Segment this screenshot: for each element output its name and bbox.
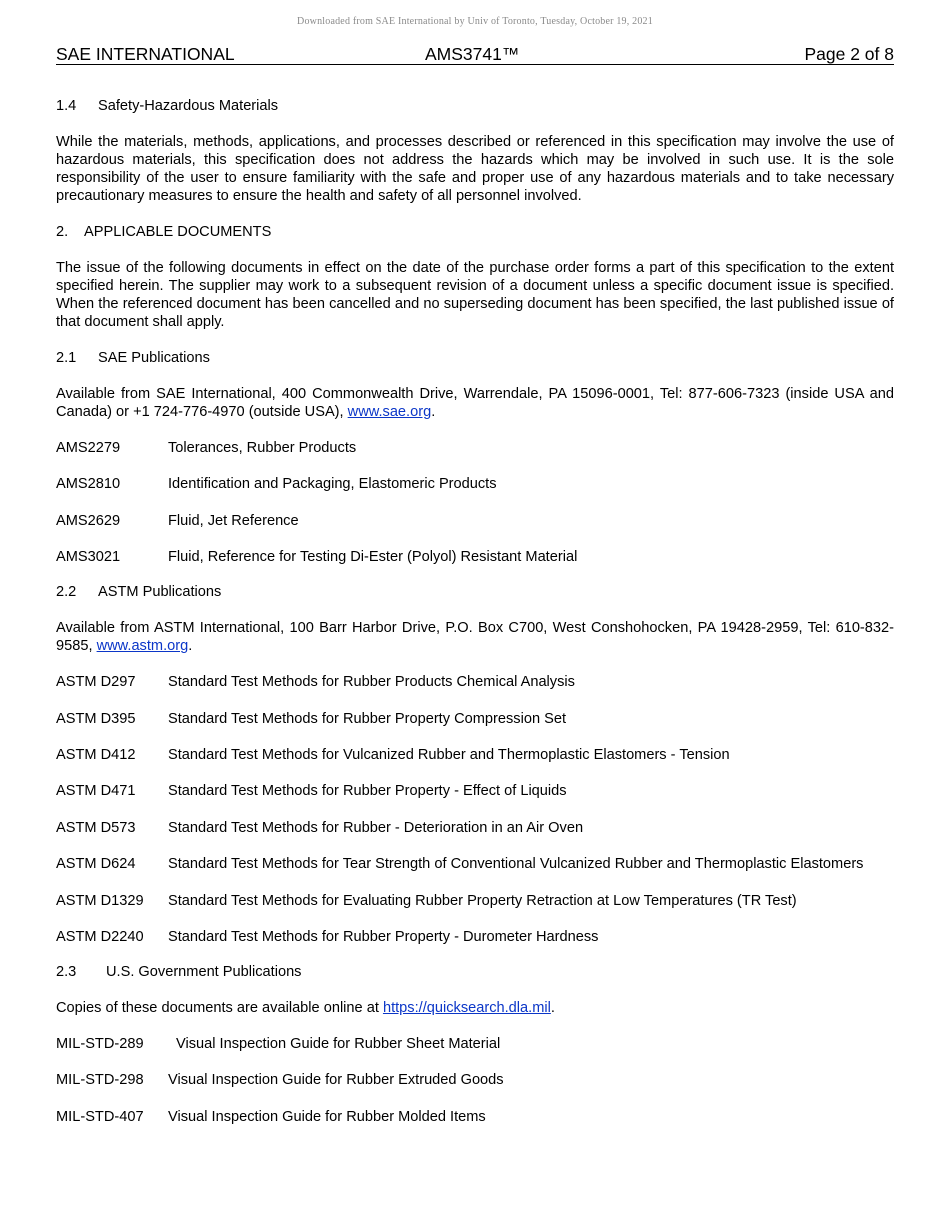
reference-title: Visual Inspection Guide for Rubber Extruded Goods — [168, 1072, 504, 1089]
gov-availability-paragraph — [56, 999, 894, 1017]
gov-availability-text: Copies of these documents are available online at — [56, 999, 383, 1016]
header-page-number: Page 2 of 8 — [804, 44, 894, 64]
reference-item — [56, 512, 894, 530]
reference-code: MIL-STD-289 — [56, 1035, 144, 1052]
reference-code: ASTM D471 — [56, 783, 136, 800]
reference-item — [56, 892, 894, 910]
reference-code: MIL-STD-298 — [56, 1072, 144, 1089]
punctuation: . — [550, 999, 555, 1016]
reference-title: Visual Inspection Guide for Rubber Sheet Material — [176, 1035, 501, 1052]
reference-code: MIL-STD-407 — [56, 1108, 144, 1125]
reference-title: Standard Test Methods for Rubber Property - Effect of Liquids — [168, 783, 567, 800]
section-number: 2.1 — [56, 350, 77, 366]
punctuation: . — [188, 638, 193, 655]
section-heading-1-4 — [56, 97, 894, 115]
reference-code: ASTM D624 — [56, 856, 136, 873]
reference-item — [56, 548, 894, 566]
reference-code: AMS2810 — [56, 476, 121, 493]
reference-code: AMS2629 — [56, 512, 121, 529]
reference-title: Standard Test Methods for Evaluating Rubber Property Retraction at Low Temperatures (TR Test) — [168, 892, 797, 909]
section-heading-2-1 — [56, 349, 894, 367]
reference-code: ASTM D412 — [56, 746, 136, 763]
section-title: ASTM Publications — [98, 584, 222, 601]
reference-item — [56, 710, 894, 728]
reference-title: Tolerances, Rubber Products — [168, 440, 357, 456]
page-header — [56, 44, 894, 65]
reference-code: AMS3021 — [56, 549, 121, 566]
astm-availability-text: Available from ASTM International, 100 Barr Harbor Drive, P.O. Box C700, West Conshohocken, PA 19428-2959, Tel: 610-832-9585, — [56, 620, 894, 655]
reference-item — [56, 475, 894, 493]
section-number: 2.3 — [56, 963, 77, 980]
section-number: 2. — [56, 224, 69, 240]
reference-item — [56, 782, 894, 800]
reference-code: ASTM D2240 — [56, 928, 144, 945]
reference-item — [56, 1071, 894, 1089]
reference-title: Standard Test Methods for Rubber Property - Durometer Hardness — [168, 928, 599, 945]
reference-title: Visual Inspection Guide for Rubber Molded Items — [168, 1108, 486, 1125]
astm-website-link[interactable]: www.astm.org — [96, 638, 189, 655]
reference-item — [56, 673, 894, 691]
reference-code: ASTM D1329 — [56, 892, 144, 909]
sae-availability-text: Available from SAE International, 400 Commonwealth Drive, Warrendale, PA 15096-0001, Tel: 877-606-7323 (inside USA and Canada) or +1 724-776-4970 (outside USA), — [56, 386, 894, 420]
reference-code: AMS2279 — [56, 440, 121, 456]
reference-item — [56, 928, 894, 946]
section-heading-2 — [56, 223, 894, 241]
document-body — [56, 97, 894, 1144]
reference-code: ASTM D395 — [56, 710, 136, 727]
header-document-number: AMS3741™ — [425, 44, 520, 64]
reference-item — [56, 819, 894, 837]
download-watermark: Downloaded from SAE International by Univ of Toronto, Tuesday, October 19, 2021 — [297, 16, 653, 27]
reference-title: Standard Test Methods for Tear Strength of Conventional Vulcanized Rubber and Thermoplastic Elastomers — [168, 856, 864, 873]
reference-item — [56, 1035, 894, 1053]
punctuation: . — [431, 404, 436, 420]
section-title: SAE Publications — [98, 350, 210, 366]
reference-code: ASTM D573 — [56, 819, 136, 836]
section-heading-2-3 — [56, 963, 894, 981]
reference-title: Standard Test Methods for Rubber Products Chemical Analysis — [168, 674, 575, 691]
section-title: APPLICABLE DOCUMENTS — [84, 224, 272, 240]
section-heading-2-2 — [56, 583, 894, 601]
section-title: U.S. Government Publications — [106, 963, 302, 980]
applicable-documents-paragraph: The issue of the following documents in effect on the date of the purchase order forms a part of this specification to the extent specified herein. The supplier may work to a subsequent revision of a document unless a specific document issue is specified. When the referenced document has been cancelled and no superseding document has been specified, the last published issue of that document shall apply. — [56, 260, 894, 330]
reference-item — [56, 439, 894, 457]
reference-title: Identification and Packaging, Elastomeric Products — [168, 476, 497, 493]
sae-website-link[interactable]: www.sae.org — [347, 404, 432, 420]
reference-title: Fluid, Jet Reference — [168, 512, 299, 529]
reference-title: Fluid, Reference for Testing Di-Ester (Polyol) Resistant Material — [168, 549, 578, 566]
quicksearch-link[interactable]: https://quicksearch.dla.mil — [382, 999, 551, 1016]
reference-item — [56, 855, 894, 873]
header-organization: SAE INTERNATIONAL — [56, 44, 235, 64]
reference-item — [56, 1108, 894, 1126]
reference-title: Standard Test Methods for Vulcanized Rubber and Thermoplastic Elastomers - Tension — [168, 746, 730, 763]
astm-availability-paragraph — [56, 619, 894, 655]
section-number: 2.2 — [56, 584, 77, 601]
section-number: 1.4 — [56, 98, 77, 114]
sae-availability-paragraph — [56, 385, 894, 421]
safety-paragraph: While the materials, methods, applications, and processes described or referenced in this specification may involve the use of hazardous materials, this specification does not address the hazards which may be involved in such use. It is the sole responsibility of the user to ensure familiarity with the safe and proper use of any hazardous materials and to take necessary precautionary measures to ensure the health and safety of all personnel involved. — [56, 134, 894, 204]
reference-item — [56, 746, 894, 764]
reference-code: ASTM D297 — [56, 674, 136, 691]
section-title: Safety-Hazardous Materials — [98, 98, 279, 114]
reference-title: Standard Test Methods for Rubber - Deterioration in an Air Oven — [168, 819, 584, 836]
reference-title: Standard Test Methods for Rubber Property Compression Set — [168, 710, 567, 727]
